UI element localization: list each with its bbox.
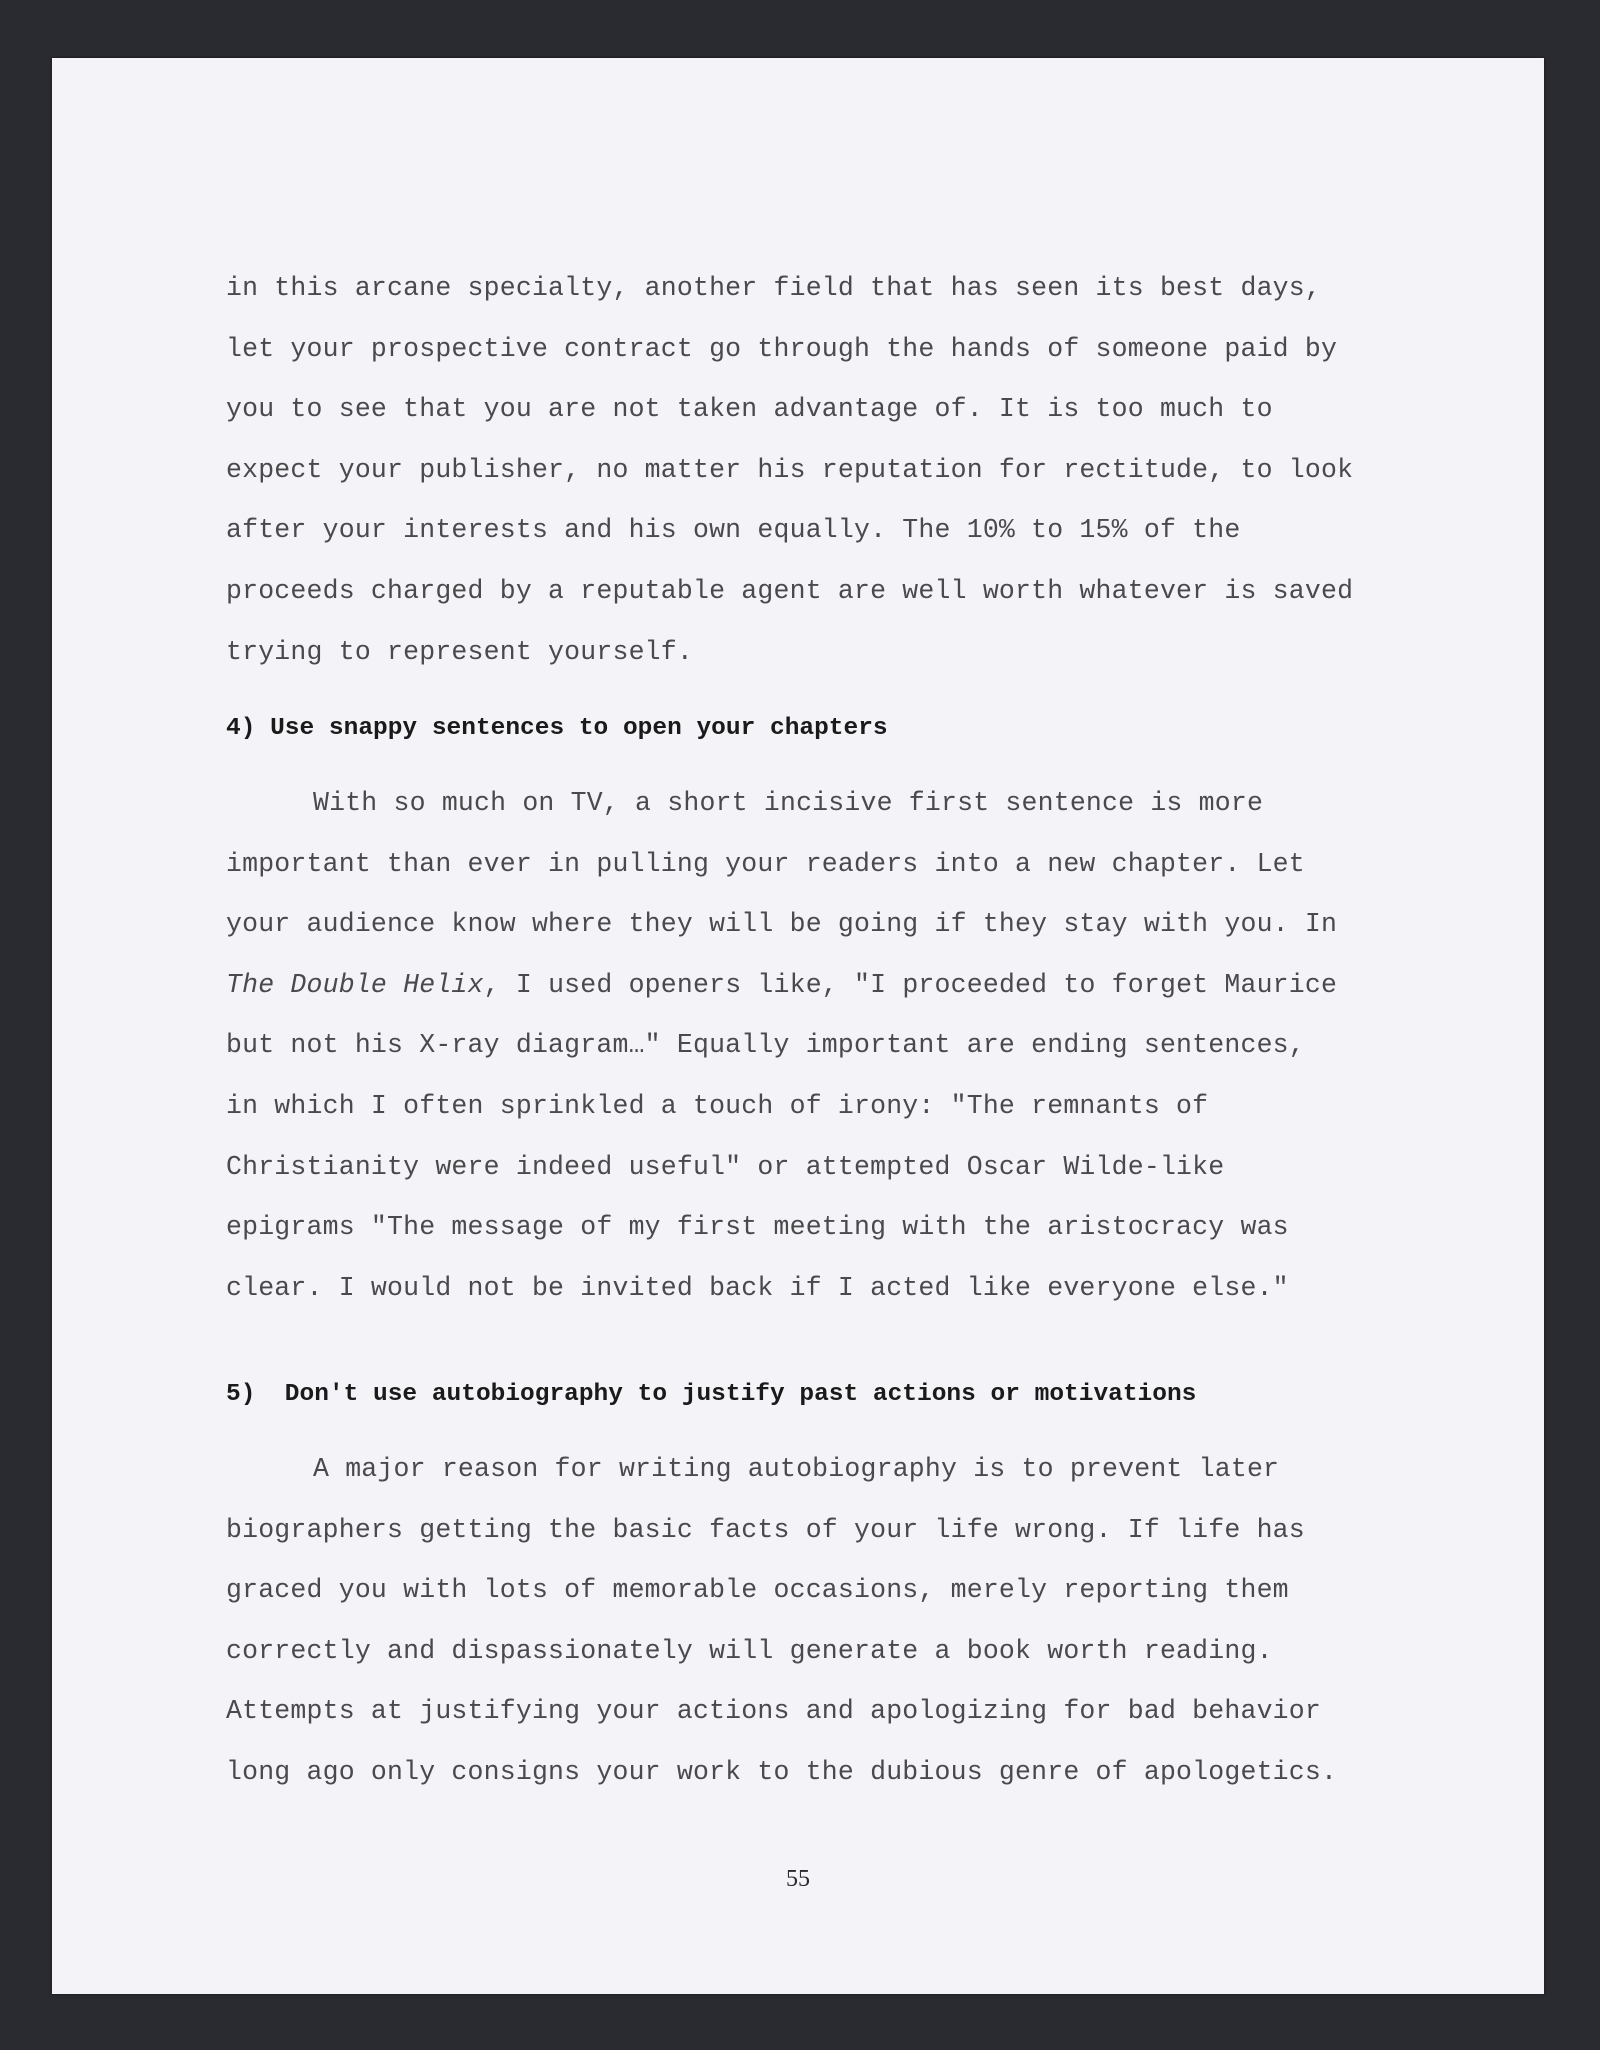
section-5-heading: 5) Don't use autobiography to justify past actions or motivations xyxy=(226,1381,1197,1408)
text-line: important than ever in pulling your readers into a new chapter. Let xyxy=(226,848,1305,879)
text-line-rest: , I used openers like, "I proceeded to forget Maurice xyxy=(483,969,1338,1000)
text-line: graced you with lots of memorable occasions, merely reporting them xyxy=(226,1575,1289,1606)
section-5-paragraph xyxy=(226,1439,1426,1803)
paragraph-continuation xyxy=(226,258,1426,682)
text-line: but not his X-ray diagram…" Equally important are ending sentences, xyxy=(226,1030,1305,1061)
text-line: epigrams "The message of my first meeting with the aristocracy was xyxy=(226,1212,1289,1243)
text-line: in this arcane specialty, another field that has seen its best days, xyxy=(226,273,1321,303)
section-4-paragraph xyxy=(226,773,1426,1318)
text-line: With so much on TV, a short incisive first sentence is more xyxy=(313,788,1264,818)
book-title: The Double Helix xyxy=(226,969,484,1000)
text-line: let your prospective contract go through the hands of someone paid by xyxy=(226,333,1338,364)
text-line: after your interests and his own equally. The 10% to 15% of the xyxy=(226,515,1241,546)
text-line: Christianity were indeed useful" or attempted Oscar Wilde-like xyxy=(226,1151,1225,1182)
text-line: you to see that you are not taken advantage of. It is too much to xyxy=(226,394,1273,425)
text-line: Attempts at justifying your actions and apologizing for bad behavior xyxy=(226,1696,1321,1727)
text-line: long ago only consigns your work to the dubious genre of apologetics. xyxy=(226,1756,1338,1787)
page-number: 55 xyxy=(786,1866,810,1892)
section-4-heading: 4) Use snappy sentences to open your chapters xyxy=(226,715,888,742)
text-line: clear. I would not be invited back if I acted like everyone else." xyxy=(226,1272,1289,1303)
text-line: expect your publisher, no matter his reputation for rectitude, to look xyxy=(226,454,1354,485)
text-line: proceeds charged by a reputable agent are well worth whatever is saved xyxy=(226,575,1354,606)
text-line xyxy=(226,955,1426,1016)
text-line: your audience know where they will be going if they stay with you. In xyxy=(226,909,1338,940)
text-line: in which I often sprinkled a touch of irony: "The remnants of xyxy=(226,1090,1209,1121)
text-line: A major reason for writing autobiography is to prevent later xyxy=(313,1454,1280,1484)
text-line: biographers getting the basic facts of your life wrong. If life has xyxy=(226,1514,1305,1545)
text-line: correctly and dispassionately will generate a book worth reading. xyxy=(226,1635,1273,1666)
document-page xyxy=(52,58,1544,1994)
text-line: trying to represent yourself. xyxy=(226,636,693,667)
